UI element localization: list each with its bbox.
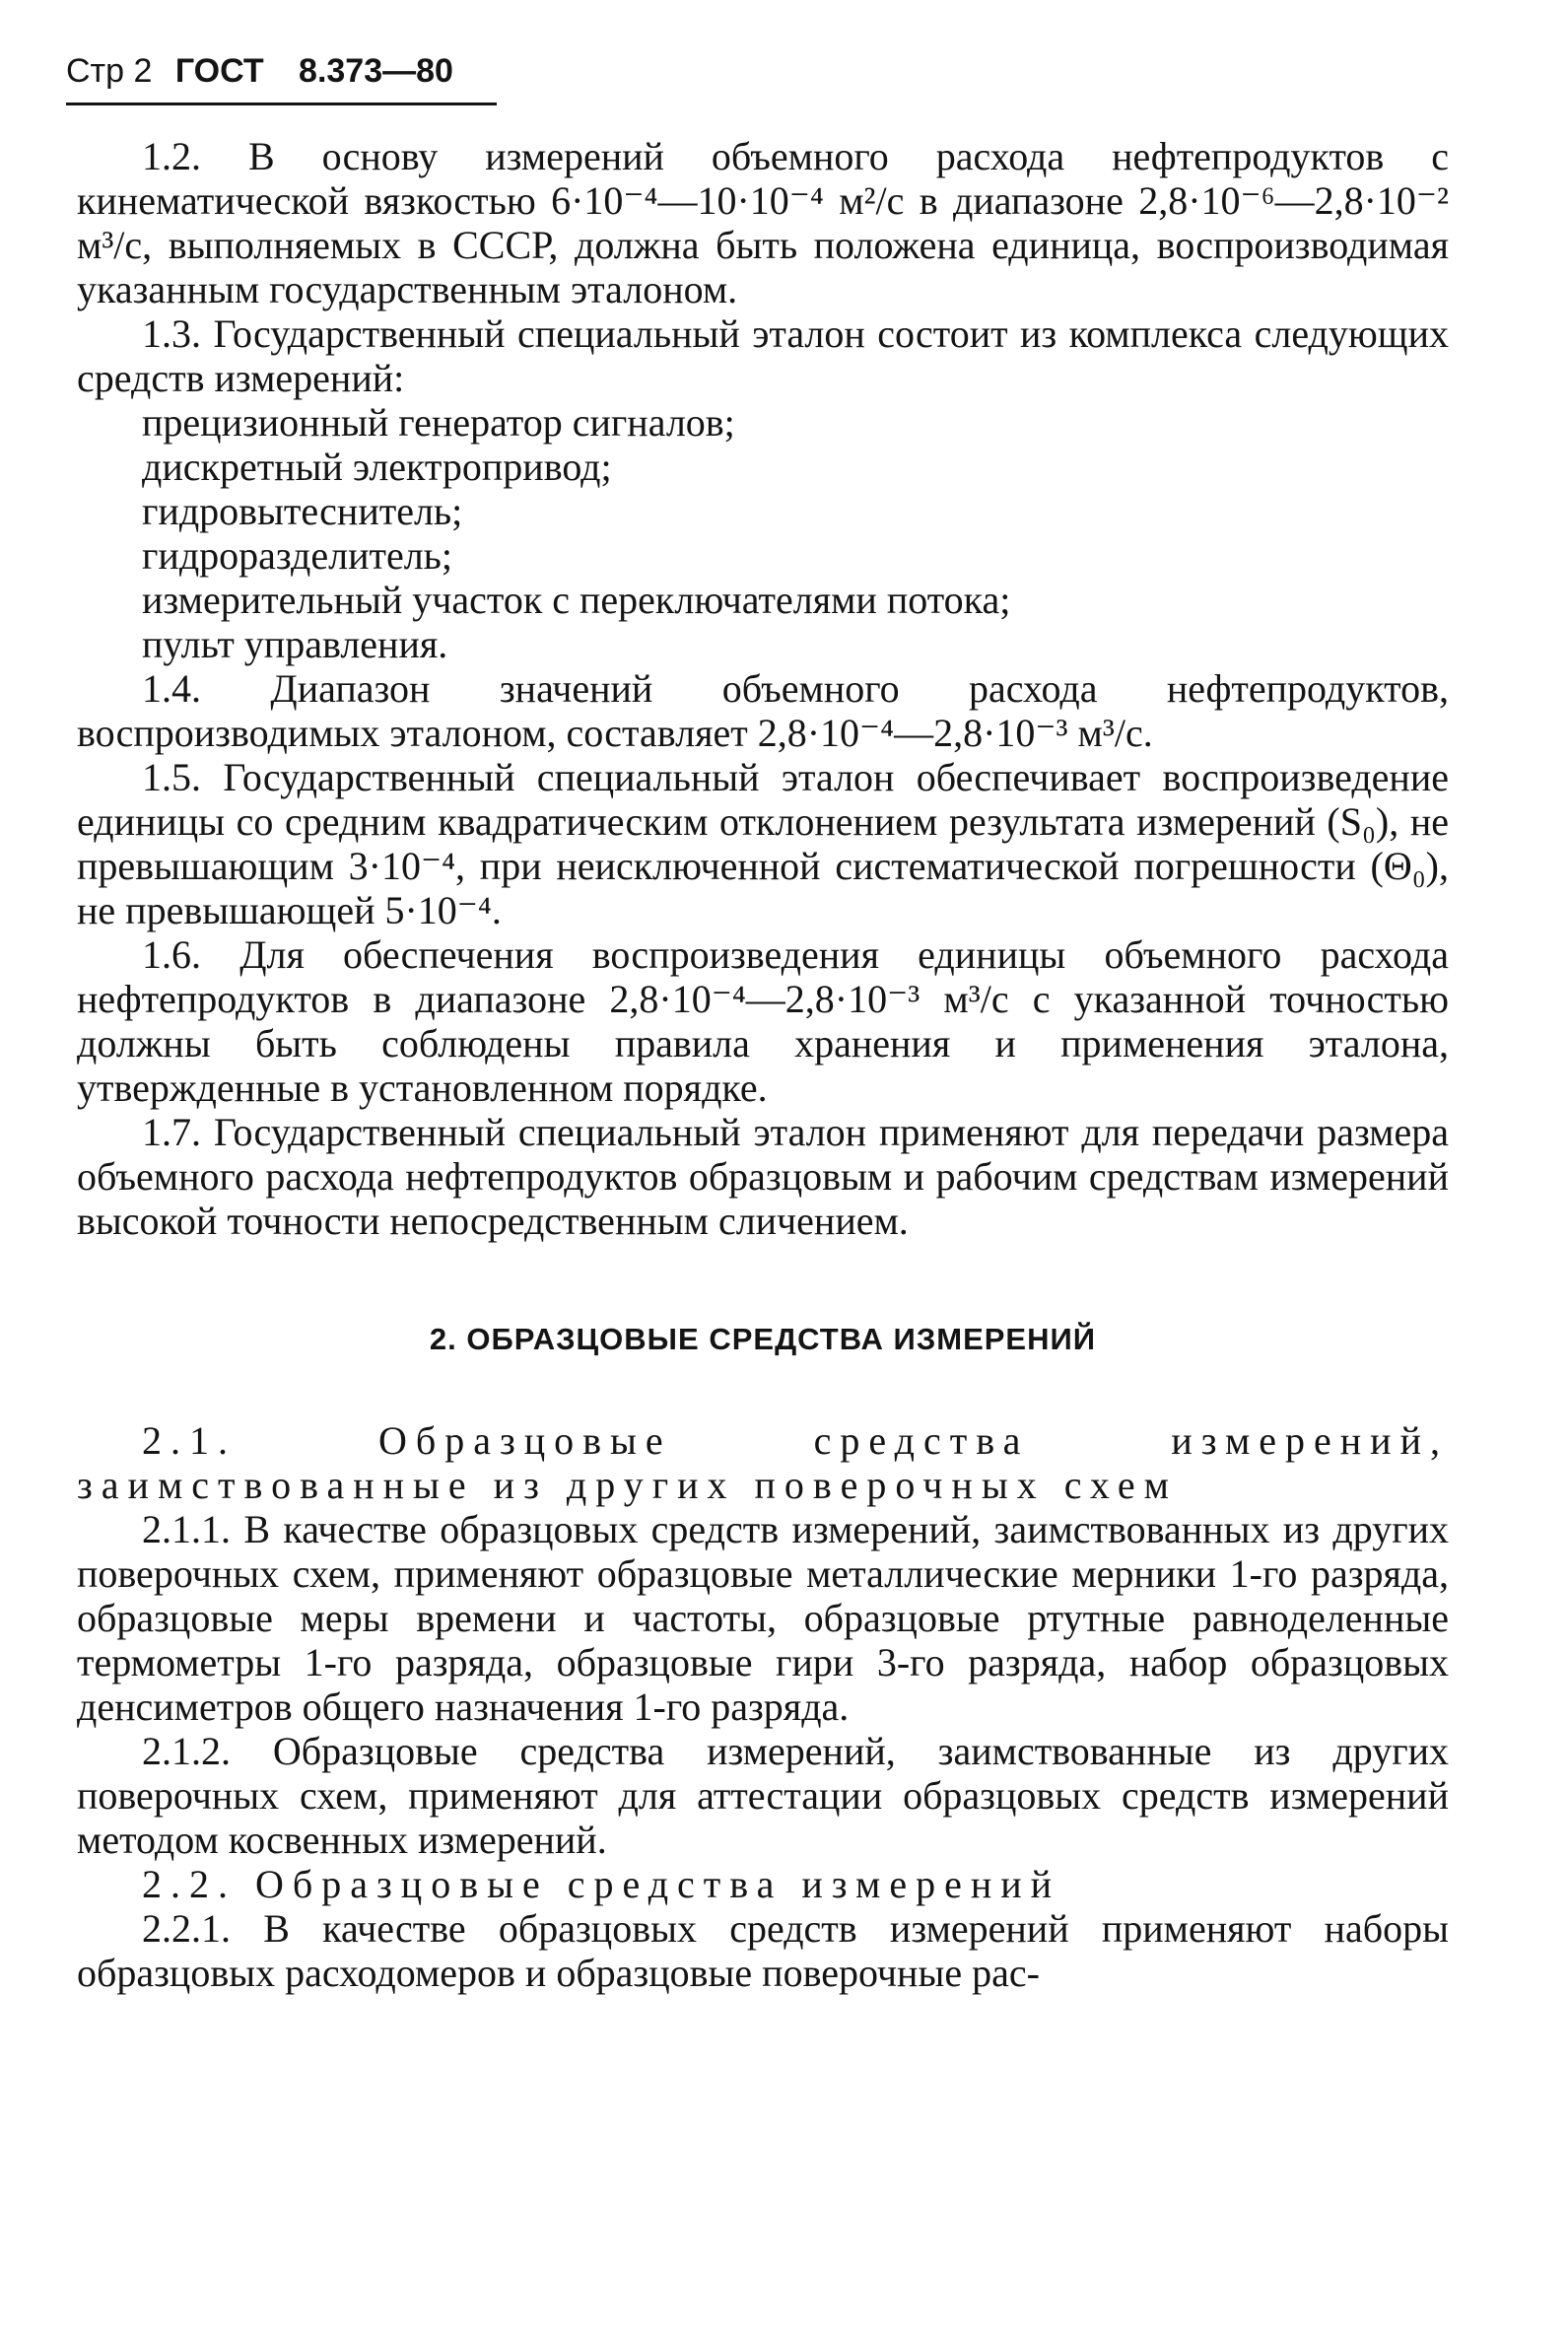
standard-label: ГОСТ bbox=[174, 52, 264, 90]
list-item: гидроразделитель; bbox=[142, 533, 453, 578]
standard-number: 8.373—80 bbox=[299, 52, 453, 90]
subsection-2-1-heading: 2.1. Образцовые средства измерений, заимствованные из других поверочных схем bbox=[77, 1418, 1449, 1507]
list-item: прецизионный генератор сигналов; bbox=[142, 400, 735, 445]
paragraph-2-1-2: 2.1.2. Образцовые средства измерений, заимствованные из других поверочных схем, применяют для аттестации образцовых средств измерений методом косвенных измерений. bbox=[77, 1729, 1449, 1862]
page-label: Стр 2 bbox=[66, 52, 153, 90]
header-rule bbox=[66, 103, 497, 105]
paragraph-1-3: 1.3. Государственный специальный эталон состоит из комплекса следующих средств измерений: bbox=[77, 311, 1449, 400]
paragraph-1-4: 1.4. Диапазон значений объемного расхода нефтепродуктов, воспроизводимых эталоном, составляет 2,8·10⁻⁴—2,8·10⁻³ м³/с. bbox=[77, 666, 1449, 755]
paragraph-1-5: 1.5. Государственный специальный эталон обеспечивает воспроизведение единицы со средним квадратическим отклонением результата измерений (S₀), не превышающим 3·10⁻⁴, при неисключенной систематической погрешности (Θ₀), не превышающей 5·10⁻⁴. bbox=[77, 755, 1449, 932]
paragraph-1-6: 1.6. Для обеспечения воспроизведения единицы объемного расхода нефтепродуктов в диапазоне 2,8·10⁻⁴—2,8·10⁻³ м³/с с указанной точностью должны быть соблюдены правила хранения и применения эталона, утвержденные в установленном порядке. bbox=[77, 932, 1449, 1110]
list-item: гидровытеснитель; bbox=[142, 489, 463, 533]
paragraph-1-7: 1.7. Государственный специальный эталон применяют для передачи размера объемного расхода нефтепродуктов образцовым и рабочим средствам измерений высокой точности непосредственным сличением. bbox=[77, 1110, 1449, 1243]
document-body bbox=[77, 134, 1449, 1995]
list-item: дискретный электропривод; bbox=[142, 445, 612, 489]
paragraph-2-2-1: 2.2.1. В качестве образцовых средств измерений применяют наборы образцовых расходомеров и образцовые поверочные рас- bbox=[77, 1906, 1449, 1995]
paragraph-1-2: 1.2. В основу измерений объемного расхода нефтепродуктов с кинематической вязкостью 6·10⁻⁴—10·10⁻⁴ м²/с в диапазоне 2,8·10⁻⁶—2,8·10⁻² м³/с, выполняемых в СССР, должна быть положена единица, воспроизводимая указанным государственным эталоном. bbox=[77, 134, 1449, 311]
paragraph-2-1-1: 2.1.1. В качестве образцовых средств измерений, заимствованных из других поверочных схем, применяют образцовые металлические мерники 1-го разряда, образцовые меры времени и частоты, образцовые ртутные равноделенные термометры 1-го разряда, образцовые гири 3-го разряда, набор образцовых денсиметров общего назначения 1-го разряда. bbox=[77, 1507, 1449, 1729]
page-header bbox=[66, 51, 453, 91]
list-item: пульт управления. bbox=[142, 622, 448, 666]
section-2-title: 2. ОБРАЗЦОВЫЕ СРЕДСТВА ИЗМЕРЕНИЙ bbox=[429, 1322, 1097, 1356]
list-item: измерительный участок с переключателями потока; bbox=[142, 578, 1011, 622]
subsection-2-2-heading: 2.2. Образцовые средства измерений bbox=[142, 1862, 1061, 1906]
standard-components-list bbox=[77, 400, 1449, 666]
